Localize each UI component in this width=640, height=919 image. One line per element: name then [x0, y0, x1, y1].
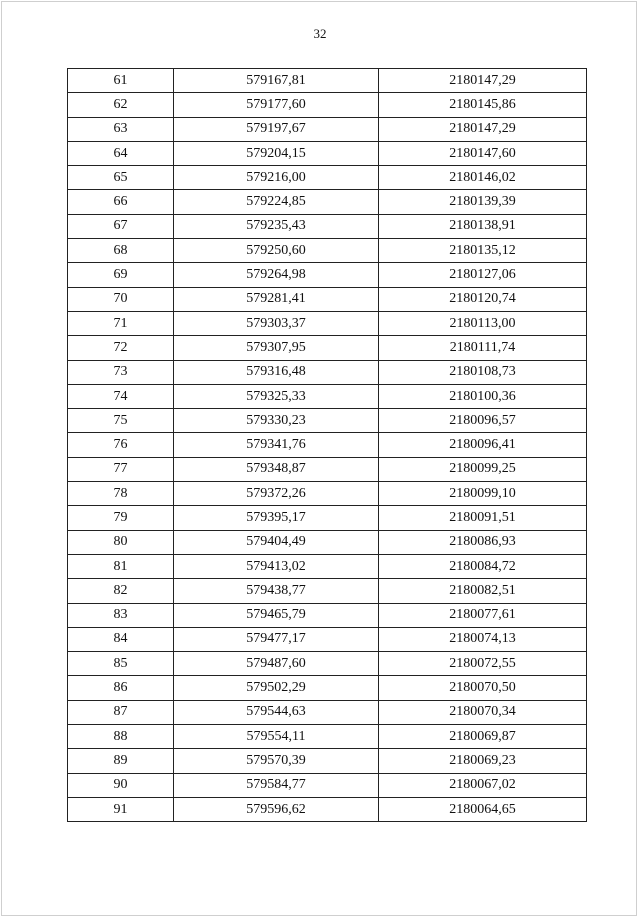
y-coordinate-cell: 2180091,51 [379, 506, 587, 530]
x-coordinate-cell: 579477,17 [174, 627, 379, 651]
x-coordinate-cell: 579348,87 [174, 457, 379, 481]
table-row [68, 117, 587, 141]
x-coordinate-cell: 579177,60 [174, 93, 379, 117]
point-number-cell: 80 [68, 530, 174, 554]
point-number-cell: 79 [68, 506, 174, 530]
table-row [68, 141, 587, 165]
y-coordinate-cell: 2180070,50 [379, 676, 587, 700]
y-coordinate-cell: 2180135,12 [379, 239, 587, 263]
table-row [68, 287, 587, 311]
y-coordinate-cell: 2180067,02 [379, 773, 587, 797]
x-coordinate-cell: 579395,17 [174, 506, 379, 530]
x-coordinate-cell: 579235,43 [174, 214, 379, 238]
table-row [68, 384, 587, 408]
point-number-cell: 67 [68, 214, 174, 238]
table-row [68, 263, 587, 287]
x-coordinate-cell: 579596,62 [174, 797, 379, 821]
table-row [68, 409, 587, 433]
table-row [68, 579, 587, 603]
x-coordinate-cell: 579316,48 [174, 360, 379, 384]
coordinates-table [67, 68, 587, 822]
y-coordinate-cell: 2180108,73 [379, 360, 587, 384]
point-number-cell: 81 [68, 554, 174, 578]
table-row [68, 69, 587, 93]
point-number-cell: 66 [68, 190, 174, 214]
point-number-cell: 62 [68, 93, 174, 117]
point-number-cell: 83 [68, 603, 174, 627]
point-number-cell: 73 [68, 360, 174, 384]
y-coordinate-cell: 2180069,23 [379, 749, 587, 773]
table-row [68, 749, 587, 773]
y-coordinate-cell: 2180070,34 [379, 700, 587, 724]
y-coordinate-cell: 2180082,51 [379, 579, 587, 603]
x-coordinate-cell: 579465,79 [174, 603, 379, 627]
x-coordinate-cell: 579204,15 [174, 141, 379, 165]
table-row [68, 239, 587, 263]
table-row [68, 433, 587, 457]
y-coordinate-cell: 2180147,60 [379, 141, 587, 165]
y-coordinate-cell: 2180146,02 [379, 166, 587, 190]
point-number-cell: 74 [68, 384, 174, 408]
x-coordinate-cell: 579197,67 [174, 117, 379, 141]
coordinates-table-body [68, 69, 587, 822]
x-coordinate-cell: 579372,26 [174, 482, 379, 506]
y-coordinate-cell: 2180074,13 [379, 627, 587, 651]
table-row [68, 93, 587, 117]
y-coordinate-cell: 2180069,87 [379, 725, 587, 749]
y-coordinate-cell: 2180064,65 [379, 797, 587, 821]
point-number-cell: 65 [68, 166, 174, 190]
table-row [68, 797, 587, 821]
x-coordinate-cell: 579487,60 [174, 652, 379, 676]
x-coordinate-cell: 579167,81 [174, 69, 379, 93]
table-row [68, 603, 587, 627]
table-row [68, 773, 587, 797]
table-row [68, 311, 587, 335]
y-coordinate-cell: 2180147,29 [379, 69, 587, 93]
table-row [68, 554, 587, 578]
x-coordinate-cell: 579544,63 [174, 700, 379, 724]
table-row [68, 360, 587, 384]
y-coordinate-cell: 2180138,91 [379, 214, 587, 238]
x-coordinate-cell: 579584,77 [174, 773, 379, 797]
x-coordinate-cell: 579216,00 [174, 166, 379, 190]
y-coordinate-cell: 2180099,25 [379, 457, 587, 481]
x-coordinate-cell: 579554,11 [174, 725, 379, 749]
point-number-cell: 89 [68, 749, 174, 773]
x-coordinate-cell: 579307,95 [174, 336, 379, 360]
x-coordinate-cell: 579303,37 [174, 311, 379, 335]
y-coordinate-cell: 2180086,93 [379, 530, 587, 554]
table-row [68, 530, 587, 554]
table-row [68, 725, 587, 749]
x-coordinate-cell: 579341,76 [174, 433, 379, 457]
point-number-cell: 85 [68, 652, 174, 676]
x-coordinate-cell: 579330,23 [174, 409, 379, 433]
x-coordinate-cell: 579438,77 [174, 579, 379, 603]
point-number-cell: 72 [68, 336, 174, 360]
x-coordinate-cell: 579264,98 [174, 263, 379, 287]
point-number-cell: 78 [68, 482, 174, 506]
point-number-cell: 71 [68, 311, 174, 335]
y-coordinate-cell: 2180139,39 [379, 190, 587, 214]
point-number-cell: 84 [68, 627, 174, 651]
table-row [68, 482, 587, 506]
x-coordinate-cell: 579570,39 [174, 749, 379, 773]
y-coordinate-cell: 2180111,74 [379, 336, 587, 360]
x-coordinate-cell: 579325,33 [174, 384, 379, 408]
y-coordinate-cell: 2180100,36 [379, 384, 587, 408]
point-number-cell: 64 [68, 141, 174, 165]
table-row [68, 676, 587, 700]
y-coordinate-cell: 2180127,06 [379, 263, 587, 287]
table-row [68, 627, 587, 651]
page-number: 32 [313, 26, 327, 41]
table-row [68, 457, 587, 481]
point-number-cell: 69 [68, 263, 174, 287]
y-coordinate-cell: 2180084,72 [379, 554, 587, 578]
point-number-cell: 70 [68, 287, 174, 311]
x-coordinate-cell: 579224,85 [174, 190, 379, 214]
table-row [68, 166, 587, 190]
point-number-cell: 87 [68, 700, 174, 724]
table-row [68, 652, 587, 676]
x-coordinate-cell: 579413,02 [174, 554, 379, 578]
point-number-cell: 68 [68, 239, 174, 263]
y-coordinate-cell: 2180113,00 [379, 311, 587, 335]
point-number-cell: 76 [68, 433, 174, 457]
x-coordinate-cell: 579250,60 [174, 239, 379, 263]
y-coordinate-cell: 2180099,10 [379, 482, 587, 506]
point-number-cell: 75 [68, 409, 174, 433]
y-coordinate-cell: 2180077,61 [379, 603, 587, 627]
table-row [68, 336, 587, 360]
point-number-cell: 77 [68, 457, 174, 481]
y-coordinate-cell: 2180120,74 [379, 287, 587, 311]
point-number-cell: 88 [68, 725, 174, 749]
point-number-cell: 90 [68, 773, 174, 797]
table-row [68, 214, 587, 238]
table-row [68, 700, 587, 724]
y-coordinate-cell: 2180096,41 [379, 433, 587, 457]
y-coordinate-cell: 2180145,86 [379, 93, 587, 117]
point-number-cell: 82 [68, 579, 174, 603]
x-coordinate-cell: 579404,49 [174, 530, 379, 554]
x-coordinate-cell: 579502,29 [174, 676, 379, 700]
x-coordinate-cell: 579281,41 [174, 287, 379, 311]
table-row [68, 506, 587, 530]
y-coordinate-cell: 2180072,55 [379, 652, 587, 676]
point-number-cell: 63 [68, 117, 174, 141]
point-number-cell: 86 [68, 676, 174, 700]
y-coordinate-cell: 2180096,57 [379, 409, 587, 433]
table-row [68, 190, 587, 214]
y-coordinate-cell: 2180147,29 [379, 117, 587, 141]
point-number-cell: 91 [68, 797, 174, 821]
point-number-cell: 61 [68, 69, 174, 93]
